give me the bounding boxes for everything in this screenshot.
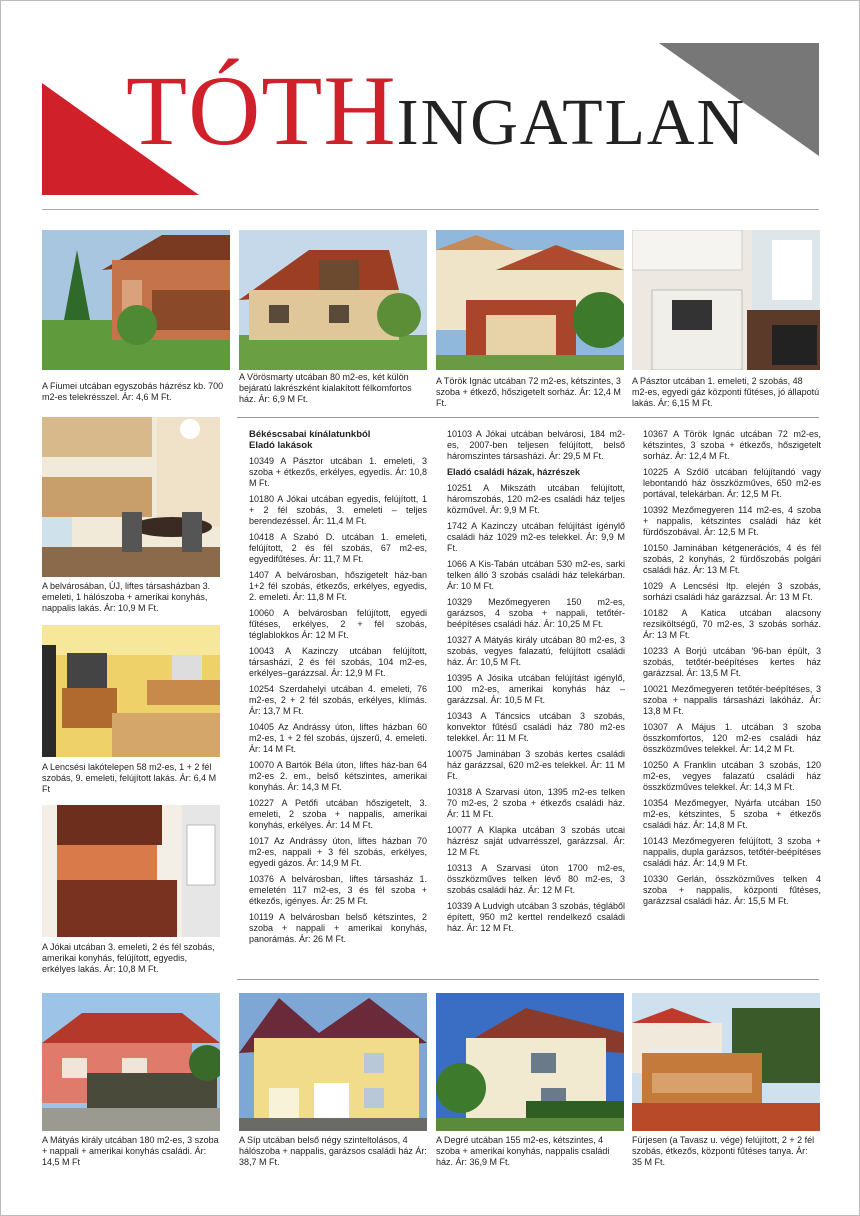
caption-degre: A Degré utcában 155 m2-es, kétszintes, 4 szoba + amerikai konyhás, nappalis családi ház. Ár: 36,9 M Ft. xyxy=(436,1135,610,1167)
photo-sip-house xyxy=(239,993,427,1131)
listing-column-3 xyxy=(643,429,821,912)
listing-item: 10180 A Jókai utcában egyedis, felújított, 1 + 2 fél szobás, 3. emeleti – teljes berendezéssel. Ár: 11,4 M Ft. xyxy=(249,494,427,526)
listing-item: 10060 A belvárosban felújított, egyedi fűtéses, erkélyes, 2 + fél szobás, téglablokkos Ár: 12 M Ft. xyxy=(249,608,427,640)
listing-heading-flats: Eladó lakások xyxy=(249,440,313,451)
caption-sip: A Síp utcában belső négy szinteltolásos, 4 hálószoba + nappalis, garázsos családi ház Ár: 38,7 M Ft. xyxy=(239,1135,427,1167)
caption-torok-ignac: A Török Ignác utcában 72 m2-es, kétszintes, 3 szoba + étkező, hőszigetelt sorház. Ár: 12,4 M Ft. xyxy=(436,376,621,408)
listing-item: 10307 A Május 1. utcában 3 szoba összkomfortos, 120 m2-es családi ház összközműves telekkel. Ár: 14,2 M Ft. xyxy=(643,722,821,754)
listing-item: 1017 Az Andrássy úton, liftes házban 70 m2-es, nappali + 3 fél szobás, erkélyes, egyedi gázos. Ár: 14,9 M Ft. xyxy=(249,836,427,868)
listing-item: 10150 Jaminában kétgenerációs, 4 és fél szobás, 2 konyhás, 2 fürdőszobás polgári családi ház. Ár: 13 M Ft. xyxy=(643,543,821,575)
photo-jokai-kitchen xyxy=(42,805,220,937)
listing-item: 10225 A Szőlő utcában felújítandó vagy lebontandó ház összközműves, 650 m2-es portával, telekárban. Ár: 12,5 M Ft. xyxy=(643,467,821,499)
listing-item: 10329 Mezőmegyeren 150 m2-es, garázsos, 4 szoba + nappali, tetőtér-beépítéses családi ház. Ár: 10,25 M Ft. xyxy=(447,597,625,629)
listing-item: 10021 Mezőmegyeren tetőtér-beépítéses, 3 szoba + nappalis társasházi lakóház. Ár: 13,8 M Ft. xyxy=(643,684,821,716)
listing-top-border xyxy=(237,417,819,418)
listing-item: 1029 A Lencsési ltp. elején 3 szobás, sorházi családi ház garázzsal. Ár: 13 M Ft. xyxy=(643,581,821,602)
photo-matyas-kiraly-house xyxy=(42,993,220,1131)
listing-item: 10254 Szerdahelyi utcában 4. emeleti, 76 m2-es, 2 + 2 fél szobás, erkélyes, klímás. Ár: 13,7 M Ft. xyxy=(249,684,427,716)
listing-item: 10367 A Török Ignác utcában 72 m2-es, kétszintes, 3 szoba + étkezős, hőszigetelt sorház. Ár: 12,4 M Ft. xyxy=(643,429,821,461)
listing-item: 10343 A Táncsics utcában 3 szobás, konvektor fűtésű családi ház 780 m2-es telekkel. Ár: 11 M Ft. xyxy=(447,711,625,743)
header-divider xyxy=(42,209,819,210)
caption-vorosmarty: A Vörösmarty utcában 80 m2-es, két külön bejáratú lakrészként kialakított félkomfortos ház. Ár: 6,9 M Ft. xyxy=(239,372,412,404)
listing-item: 10330 Gerlán, összközműves telken 4 szoba + nappalis, központi fűtéses, garázzsal családi ház. Ár: 15,5 M Ft. xyxy=(643,874,821,906)
listing-item: 10318 A Szarvasi úton, 1395 m2-es telken 70 m2-es, 2 szoba + étkezős családi ház. Ár: 11 M Ft. xyxy=(447,787,625,819)
photo-lencsesi-apartment xyxy=(42,625,220,757)
listing-item: 10075 Jaminában 3 szobás kertes családi ház garázzsal, 620 m2-es telekkel. Ár: 11 M Ft. xyxy=(447,749,625,781)
listing-item: 10077 A Klapka utcában 3 szobás utcai házrész saját udvarrésszel, garázzsal. Ár: 12 M Ft. xyxy=(447,825,625,857)
caption-lencsesi: A Lencsési lakótelepen 58 m2-es, 1 + 2 fél szobás, 9. emeleti, felújított lakás. Ár: 6,4 M Ft xyxy=(42,762,217,794)
listing-item: 10418 A Szabó D. utcában 1. emeleti, felújított, 2 és fél szobás, 67 m2-es, egyedifűtéses. Ár: 11,7 M Ft. xyxy=(249,532,427,564)
listing-item: 10119 A belvárosban belső kétszintes, 2 szoba + nappali + amerikai konyhás, panorámás. Ár: 26 M Ft. xyxy=(249,912,427,944)
listing-item: 10182 A Katica utcában alacsony rezsiköltségű, 70 m2-es, 3 szobás sorház. Ár: 13 M Ft. xyxy=(643,608,821,640)
listing-item: 10250 A Franklin utcában 3 szobás, 120 m2-es, vegyes falazatú családi ház összközműves telekkel. Ár: 14,3 M Ft. xyxy=(643,760,821,792)
listing-item: 10043 A Kazinczy utcában felújított, társasházi, 2 és fél szobás, 104 m2-es, erkélyes–garázzsal. Ár: 12,9 M Ft. xyxy=(249,646,427,678)
listing-item: 10349 A Pásztor utcában 1. emeleti, 3 szoba + étkezős, erkélyes, egyedis. Ár: 10,8 M Ft. xyxy=(249,456,427,488)
listing-item: 1407 A belvárosban, hőszigetelt ház-ban 1+2 fél szobás, étkezős, erkélyes, egyedis, 2. emeleti. Ár: 11,8 M Ft. xyxy=(249,570,427,602)
listing-item: 1066 A Kis-Tabán utcában 530 m2-es, sarki telken álló 3 szobás családi ház telekárban. Ár: 10 M Ft. xyxy=(447,559,625,591)
caption-belvaros: A belvárosában, ÚJ, liftes társasházban 3. emeleti, 1 hálószoba + amerikai konyhás, nappalis lakás. Ár: 10,9 M Ft. xyxy=(42,581,211,613)
listing-bottom-border xyxy=(237,979,819,980)
listing-item: 10392 Mezőmegyeren 114 m2-es, 4 szoba + nappalis, kétszintes családi ház két fürdőszobával. Ár: 12,5 M Ft. xyxy=(643,505,821,537)
caption-jokai: A Jókai utcában 3. emeleti, 2 és fél szobás, amerikai konyhás, felújított, egyedis, erkélyes lakás. Ár: 10,8 M Ft. xyxy=(42,942,215,974)
photo-torok-ignac-house xyxy=(436,230,624,370)
listing-item: 10251 A Mikszáth utcában felújított, háromszobás, 120 m2-es családi ház teljes közművel. Ár: 9,9 M Ft. xyxy=(447,483,625,515)
listing-item: 10327 A Mátyás király utcában 80 m2-es, 3 szobás, vegyes falazatú, felújított családi ház. Ár: 10,5 M Ft. xyxy=(447,635,625,667)
photo-furjes-farm xyxy=(632,993,820,1131)
listing-item: 10354 Mezőmegyer, Nyárfa utcában 150 m2-es, kétszintes, 5 szoba + étkezős családi ház. Ár: 14,8 M Ft. xyxy=(643,798,821,830)
listing-item: 10070 A Bartók Béla úton, liftes ház-ban 64 m2-es 2. em., belső kétszintes, amerikai konyhás. Ár: 14,3 M Ft. xyxy=(249,760,427,792)
listing-item: 10103 A Jókai utcában belvárosi, 184 m2-es, 2007-ben teljesen felújított, belső háromszintes társasházi. Ár: 29,5 M Ft. xyxy=(447,429,625,461)
caption-pasztor: A Pásztor utcában 1. emeleti, 2 szobás, 48 m2-es, egyedi gáz központi fűtéses, jó állapotú lakás. Ár: 6,15 M Ft. xyxy=(632,376,820,408)
listing-item: 10339 A Ludvigh utcában 3 szobás, tégláből épített, 950 m2 kerttel rendelkező családi ház. Ár: 12 M Ft. xyxy=(447,901,625,933)
listing-column-2 xyxy=(447,429,625,939)
photo-pasztor-kitchen xyxy=(632,230,820,370)
photo-fiumei-house xyxy=(42,230,230,370)
listing-item: 1742 A Kazinczy utcában felújítást igénylő családi ház 1029 m2-es telekkel. Ár: 9,9 M Ft. xyxy=(447,521,625,553)
listing-item: 10227 A Petőfi utcában hőszigetelt, 3. emeleti, 2 szoba + nappalis, amerikai konyhás, erkélyes. Ár: 14 M Ft. xyxy=(249,798,427,830)
listing-column-1 xyxy=(249,429,427,950)
company-logo xyxy=(126,55,747,166)
photo-belvaros-apartment xyxy=(42,417,220,577)
listing-item: 10405 Az Andrássy úton, liftes házban 60 m2-es, 1 + 2 fél szobás, újszerű, 4. emeleti. Ár: 14 M Ft. xyxy=(249,722,427,754)
logo-ingatlan: INGATLAN xyxy=(396,86,747,159)
listing-item: 10143 Mezőmegyeren felújított, 3 szoba + nappalis, dupla garázsos, tetőtér-beépítéses családi ház. Ár: 14,9 M Ft. xyxy=(643,836,821,868)
listing-heading-main: Békéscsabai kínálatunkból xyxy=(249,429,371,440)
listing-heading-houses: Eladó családi házak, házrészek xyxy=(447,467,581,477)
caption-fiumei: A Fiumei utcában egyszobás házrész kb. 700 m2-es telekrésszel. Ár: 4,6 M Ft. xyxy=(42,381,224,402)
listing-item: 10313 A Szarvasi úton 1700 m2-es, összközműves telken lévő 80 m2-es, 3 szobás családi ház. Ár: 12 M Ft. xyxy=(447,863,625,895)
listing-item: 10233 A Borjú utcában '96-ban épült, 3 szobás, tetőtér-beépítéses kertes ház garázzsal. Ár: 13,5 M Ft. xyxy=(643,646,821,678)
photo-degre-house xyxy=(436,993,624,1131)
listing-item: 10395 A Jósika utcában felújítást igénylő, 100 m2-es, amerikai konyhás ház – garázzsal. Ár: 10,5 M Ft. xyxy=(447,673,625,705)
caption-furjes: Fürjesen (a Tavasz u. vége) felújított, 2 + 2 fél szobás, étkezős, központi fűtéses tanya. Ár: 35 M Ft. xyxy=(632,1135,815,1167)
logo-toth: TÓTH xyxy=(126,55,397,166)
photo-vorosmarty-house xyxy=(239,230,427,370)
caption-matyas-kiraly: A Mátyás király utcában 180 m2-es, 3 szoba + nappali + amerikai konyhás családi. Ár: 14,5 M Ft xyxy=(42,1135,219,1167)
listing-item: 10376 A belvárosban, liftes társasház 1. emeletén 117 m2-es, 3 és fél szoba + étkezős, igényes. Ár: 25 M Ft. xyxy=(249,874,427,906)
